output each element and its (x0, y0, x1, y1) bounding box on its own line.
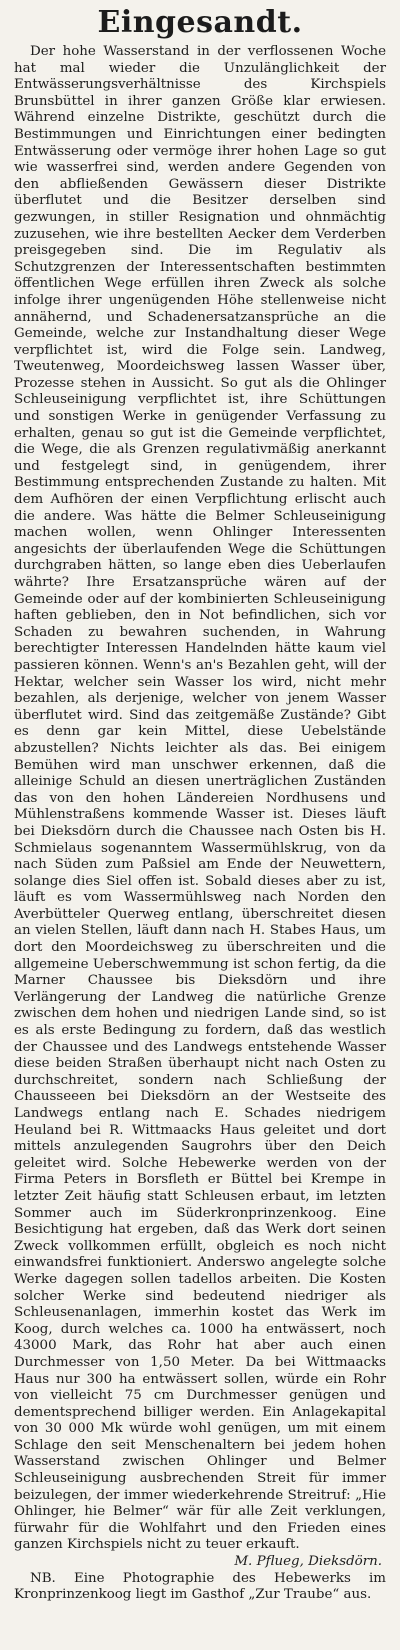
article-note: NB. Eine Photographie des Hebewerks im Kronprinzenkoog liegt im Gasthof „Zur Traube“ aus. (14, 1570, 386, 1603)
article-signature: M. Pflueg, Dieksdörn. (234, 1554, 382, 1570)
article-body (14, 44, 386, 1604)
article-title: Eingesandt. (97, 5, 303, 40)
article-paragraph: Der hohe Wasserstand in der verflossenen Woche hat mal wieder die Unzulänglichkeit der Entwässerungsverhältnisse des Kirchspiels Brunsbüttel in ihrer ganzen Größe klar erwiesen. Während einzelne Distrikte, geschützt durch die Bestimmungen und Einrichtungen einer bedingten Entwässerung oder vermöge ihrer hohen Lage so gut wie wasserfrei sind, werden andere Gegenden von den abfließenden Gewässern dieser Distrikte überflutet und die Besitzer derselben sind gezwungen, in stiller Resignation und ohnmächtig zuzusehen, wie ihre bestellten Aecker dem Verderben preisgegeben sind. Die im Regulativ als Schutzgrenzen der Interessentschaften bestimmten öffentlichen Wege erfüllen ihren Zweck als solche infolge ihrer ungenügenden Höhe stellenweise nicht annähernd, und Schadenersatzansprüche an die Gemeinde, welche zur Instandhaltung dieser Wege verpflichtet ist, wird die Folge sein. Landweg, Tweutenweg, Moordeichsweg lassen Wasser über, Prozesse stehen in Aussicht. So gut als die Ohlinger Schleuseinigung verpflichtet ist, ihre Schüttungen und sonstigen Werke in genügender Verfassung zu erhalten, genau so gut ist die Gemeinde verpflichtet, die Wege, die als Grenzen regulativmäßig anerkannt und festgelegt sind, in genügendem, ihrer Bestimmung entsprechenden Zustande zu halten. Mit dem Aufhören der einen Verpflichtung erlischt auch die andere. Was hätte die Belmer Schleuseinigung machen wollen, wenn Ohlinger Interessenten angesichts der überlaufenden Wege die Schüttungen durchgraben hätten, so lange eben dies Ueberlaufen währte? Ihre Ersatzansprüche wären auf der Gemeinde oder auf der kombinierten Schleuseinigung haften geblieben, den in Not befindlichen, sich vor Schaden zu bewahren suchenden, in Wahrung berechtigter Interessen Handelnden hätte kaum viel passieren können. Wenn's an's Bezahlen geht, will der Hektar, welcher sein Wasser los wird, nicht mehr bezahlen, als derjenige, welcher von jenem Wasser überflutet wird. Sind das zeitgemäße Zustände? Gibt es denn gar kein Mittel, diese Uebelstände abzustellen? Nichts leichter als das. Bei einigem Bemühen wird man unschwer erkennen, daß die alleinige Schuld an diesen unerträglichen Zuständen das von den hohen Ländereien Nordhusens und Mühlenstraßens kommende Wasser ist. Dieses läuft bei Dieksdörn durch die Chaussee nach Osten bis H. Schmielaus sogenanntem Wassermühlskrug, von da nach Süden zum Paßsiel am Ende der Neuwettern, solange dies Siel offen ist. Sobald dieses aber zu ist, läuft es vom Wassermühlsweg nach Norden den Averbütteler Querweg entlang, überschreitet diesen an vielen Stellen, läuft dann nach H. Stabes Haus, um dort den Moordeichsweg zu überschreiten und die allgemeine Ueberschwemmung ist schon fertig, da die Marner Chaussee bis Dieksdörn und ihre Verlängerung der Landweg die natürliche Grenze zwischen dem hohen und niedrigen Lande sind, so ist es als erste Bedingung zu fordern, daß das westlich der Chaussee und des Landwegs entstehende Wasser diese beiden Straßen überhaupt nicht nach Osten zu durchschreitet, sondern nach Schließung der Chausseeen bei Dieksdörn an der Westseite des Landwegs entlang nach E. Schades niedrigem Heuland bei R. Wittmaacks Haus geleitet und dort mittels anzulegenden Saugrohrs über den Deich geleitet wird. Solche Hebewerke werden von der Firma Peters in Borsfleth er Büttel bei Krempe in letzter Zeit häufig statt Schleusen erbaut, im letzten Sommer auch im Süderkronprinzenkoog. Eine Besichtigung hat ergeben, daß das Werk dort seinen Zweck vollkommen erfüllt, obgleich es noch nicht einwandsfrei funktioniert. Anderswo angelegte solche Werke dagegen sollen tadellos arbeiten. Die Kosten solcher Werke sind bedeutend niedriger als Schleusenanlagen, immerhin kostet das Werk im Koog, durch welches ca. 1000 ha entwässert, noch 43000 Mark, das Rohr hat aber auch einen Durchmesser von 1,50 Meter. Da bei Wittmaacks Haus nur 300 ha entwässert sollen, würde ein Rohr von vielleicht 75 cm Durchmesser genügen und dementsprechend billiger werden. Ein Anlagekapital von 30 000 Mk würde wohl genügen, um mit einem Schlage den seit Menschenaltern bei jedem hohen Wasserstand zwischen Ohlinger und Belmer Schleuseinigung ausbrechenden Streit für immer beizulegen, der immer wiederkehrende Streitruf: „Hie Ohlinger, hie Belmer“ wär für alle Zeit verklungen, fürwahr für die Wohlfahrt und den Frieden eines ganzen Kirchspiels nicht zu teuer erkauft. (14, 44, 386, 1553)
